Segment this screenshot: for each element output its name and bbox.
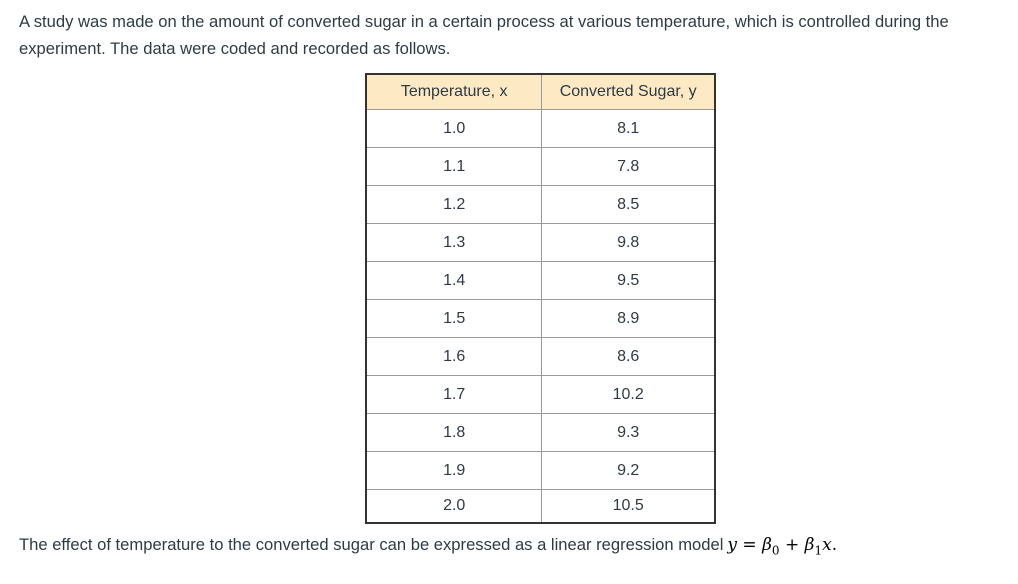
conclusion-sentence: The effect of temperature to the converted sugar can be expressed as a linear regression model bbox=[19, 535, 724, 554]
math-y: y bbox=[727, 535, 738, 555]
problem-conclusion-text bbox=[19, 532, 1004, 563]
table-row bbox=[366, 338, 715, 376]
table-row bbox=[366, 376, 715, 414]
math-plus: + bbox=[779, 535, 805, 555]
converted-sugar-cell: 10.2 bbox=[542, 376, 715, 414]
table-row bbox=[366, 262, 715, 300]
converted-sugar-cell: 8.1 bbox=[542, 110, 715, 148]
temperature-cell: 1.9 bbox=[366, 452, 542, 490]
temperature-cell: 1.0 bbox=[366, 110, 542, 148]
temperature-header: Temperature, x bbox=[366, 74, 542, 110]
converted-sugar-cell: 7.8 bbox=[542, 148, 715, 186]
math-x: x bbox=[822, 535, 832, 555]
converted-sugar-cell: 9.3 bbox=[542, 414, 715, 452]
converted-sugar-cell: 8.5 bbox=[542, 186, 715, 224]
table-row bbox=[366, 110, 715, 148]
table-row bbox=[366, 414, 715, 452]
temperature-cell: 1.7 bbox=[366, 376, 542, 414]
math-beta1-subscript: 1 bbox=[814, 543, 823, 558]
converted-sugar-cell: 10.5 bbox=[542, 490, 715, 524]
math-equals: = bbox=[737, 535, 763, 555]
temperature-cell: 1.5 bbox=[366, 300, 542, 338]
converted-sugar-cell: 9.5 bbox=[542, 262, 715, 300]
table-row bbox=[366, 224, 715, 262]
converted-sugar-cell: 9.8 bbox=[542, 224, 715, 262]
temperature-cell: 1.8 bbox=[366, 414, 542, 452]
table-row bbox=[366, 148, 715, 186]
converted-sugar-header: Converted Sugar, y bbox=[542, 74, 715, 110]
math-beta0: β bbox=[762, 535, 772, 555]
table-header-row bbox=[366, 74, 715, 110]
converted-sugar-cell: 8.9 bbox=[542, 300, 715, 338]
math-period: . bbox=[831, 535, 838, 555]
temperature-cell: 1.4 bbox=[366, 262, 542, 300]
table-row bbox=[366, 186, 715, 224]
temperature-cell: 1.1 bbox=[366, 148, 542, 186]
converted-sugar-cell: 8.6 bbox=[542, 338, 715, 376]
data-table bbox=[365, 73, 716, 524]
temperature-cell: 1.3 bbox=[366, 224, 542, 262]
temperature-cell: 1.2 bbox=[366, 186, 542, 224]
table-row bbox=[366, 300, 715, 338]
temperature-cell: 1.6 bbox=[366, 338, 542, 376]
problem-intro-text: A study was made on the amount of converted sugar in a certain process at various temperature, which is controlled during the experiment. The data were coded and recorded as follows. bbox=[19, 12, 949, 58]
converted-sugar-cell: 9.2 bbox=[542, 452, 715, 490]
table-row bbox=[366, 490, 715, 524]
table-row bbox=[366, 452, 715, 490]
temperature-cell: 2.0 bbox=[366, 490, 542, 524]
math-beta1: β bbox=[804, 535, 815, 555]
regression-equation bbox=[727, 535, 838, 558]
math-beta0-subscript: 0 bbox=[771, 543, 780, 558]
